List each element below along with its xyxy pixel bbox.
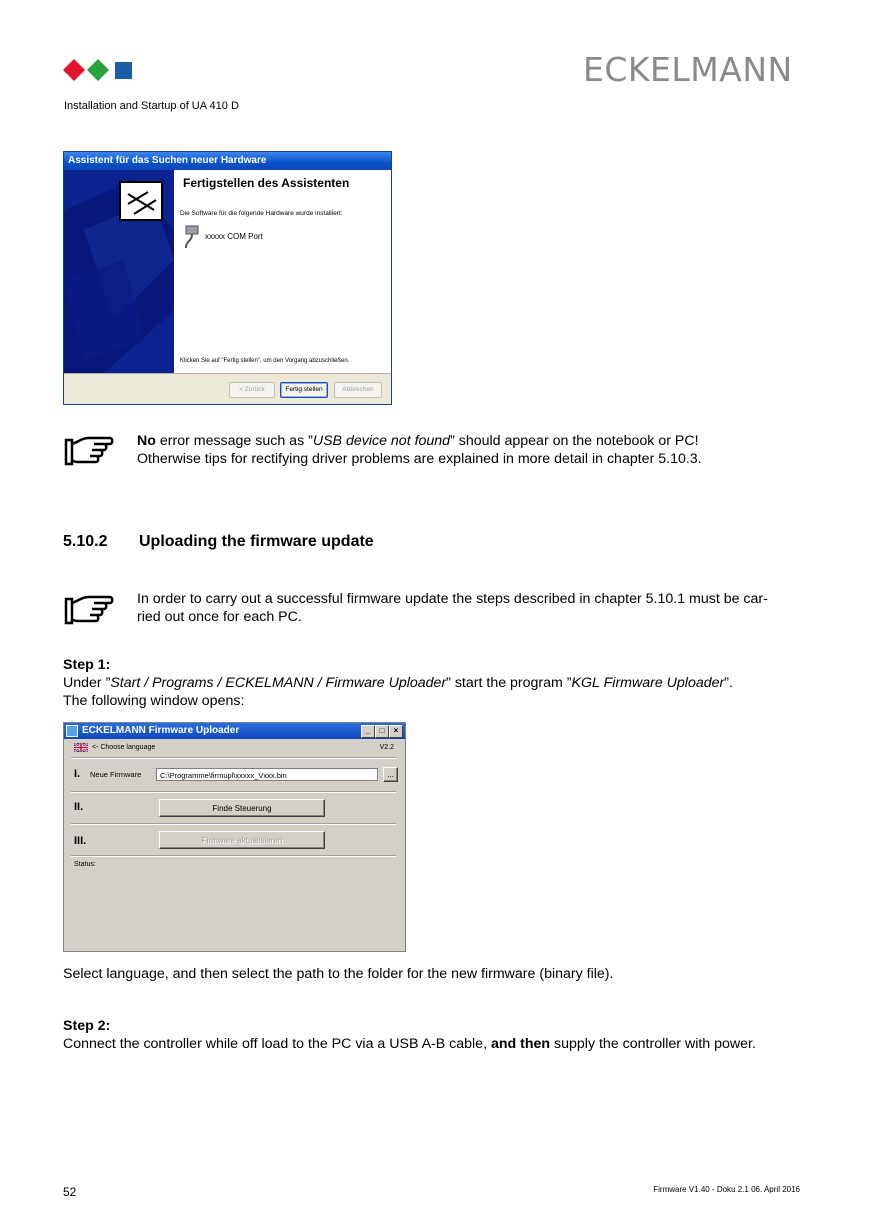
note-prerequisite bbox=[137, 590, 817, 626]
page-number: 52 bbox=[63, 1185, 77, 1199]
logo-green-diamond bbox=[87, 59, 109, 81]
hardware-wizard-screenshot bbox=[63, 151, 392, 405]
section-heading bbox=[63, 533, 374, 551]
wizard-finish-hint: Klicken Sie auf "Fertig stellen", um den Vorgang abzuschließen. bbox=[180, 358, 350, 364]
section-number: 5.10.2 bbox=[63, 533, 108, 550]
step2-heading: Step 2: bbox=[63, 1018, 111, 1034]
com-port-icon bbox=[182, 224, 202, 250]
logo-blue-square bbox=[115, 62, 132, 79]
logo-red-diamond bbox=[63, 59, 85, 81]
step2-post: supply the controller with power. bbox=[550, 1036, 756, 1052]
version-label: V2.2 bbox=[379, 744, 394, 751]
section-title: Uploading the firmware update bbox=[139, 533, 374, 550]
wizard-content bbox=[174, 170, 391, 373]
note-text-a: error message such as ” bbox=[155, 433, 313, 449]
step1-line1 bbox=[63, 674, 823, 692]
step1-mid: ” start the program ” bbox=[446, 675, 572, 691]
step1-program: KGL Firmware Uploader bbox=[571, 675, 725, 691]
step-i-label: I. bbox=[74, 768, 81, 780]
separator bbox=[71, 757, 396, 759]
select-language-instruction: Select language, and then select the path to the folder for the new firmware (binary file). bbox=[63, 966, 614, 982]
status-label: Status: bbox=[74, 861, 96, 868]
wizard-device-name: xxxxx COM Port bbox=[205, 232, 263, 241]
uploader-titlebar bbox=[64, 723, 405, 739]
step1-line2: The following window opens: bbox=[63, 693, 245, 709]
browse-button[interactable]: ... bbox=[383, 767, 398, 782]
separator bbox=[71, 823, 396, 825]
back-button[interactable]: < Zurück bbox=[229, 382, 275, 398]
wizard-footer bbox=[64, 373, 391, 405]
wizard-banner-graphic bbox=[64, 170, 174, 373]
step2-bold: and then bbox=[490, 1036, 551, 1052]
note-no-error-line2: Otherwise tips for rectifying driver problems are explained in more detail in chapter 5.10.3. bbox=[137, 451, 702, 467]
eckelmann-logo bbox=[63, 57, 135, 83]
finish-button[interactable]: Fertig stellen bbox=[280, 382, 328, 398]
uk-flag-icon[interactable] bbox=[74, 743, 88, 752]
step1-pre: Under ” bbox=[63, 675, 111, 691]
note-prerequisite-line1: In order to carry out a successful firmware update the steps described in chapter 5.10.1 must be car- bbox=[137, 591, 768, 607]
firmware-uploader-window bbox=[63, 722, 406, 952]
close-button[interactable]: × bbox=[389, 725, 403, 738]
wizard-side-banner bbox=[64, 170, 174, 373]
note-bold-no: No bbox=[137, 433, 156, 449]
choose-language-label: <- Choose language bbox=[92, 744, 156, 751]
note-prerequisite-line2: ried out once for each PC. bbox=[137, 609, 302, 625]
cancel-button[interactable]: Abbrechen bbox=[334, 382, 382, 398]
update-firmware-button[interactable]: Firmware aktualisieren bbox=[159, 831, 325, 849]
step-ii-label: II. bbox=[74, 801, 84, 813]
note-no-error-line1 bbox=[137, 432, 817, 450]
step1-block bbox=[63, 656, 823, 710]
app-icon bbox=[66, 725, 78, 737]
step1-path: Start / Programs / ECKELMANN / Firmware Uploader bbox=[110, 675, 447, 691]
find-controller-button[interactable]: Finde Steuerung bbox=[159, 799, 325, 817]
document-subtitle: Installation and Startup of UA 410 D bbox=[64, 100, 239, 112]
step2-line1 bbox=[63, 1035, 843, 1053]
step1-post: ”. bbox=[724, 675, 733, 691]
note-no-error bbox=[137, 432, 817, 468]
uploader-title: ECKELMANN Firmware Uploader bbox=[82, 725, 240, 736]
minimize-button[interactable]: _ bbox=[361, 725, 375, 738]
maximize-button[interactable]: □ bbox=[375, 725, 389, 738]
step-iii-label: III. bbox=[74, 835, 87, 847]
separator bbox=[71, 855, 396, 857]
firmware-path-input[interactable]: C:\Programme\firmupl\xxxxx_Vxxx.bin bbox=[156, 768, 378, 781]
note-italic-msg: USB device not found bbox=[312, 433, 451, 449]
footer-info: Firmware V1.40 - Doku 2.1 06. April 2016 bbox=[653, 1185, 800, 1194]
pointing-hand-icon-2 bbox=[64, 593, 114, 627]
pointing-hand-icon bbox=[64, 434, 114, 468]
separator bbox=[71, 791, 396, 793]
note-text-b: ” should appear on the notebook or PC! bbox=[450, 433, 699, 449]
brand-name: ECKELMANN bbox=[583, 50, 793, 89]
step2-block bbox=[63, 1017, 843, 1053]
wizard-titlebar: Assistent für das Suchen neuer Hardware bbox=[64, 152, 391, 170]
step2-pre: Connect the controller while off load to the PC via a USB A-B cable, bbox=[63, 1036, 491, 1052]
wizard-heading: Fertigstellen des Assistenten bbox=[183, 176, 350, 190]
step1-heading: Step 1: bbox=[63, 657, 111, 673]
wizard-installed-text: Die Software für die folgende Hardware wurde installiert: bbox=[180, 210, 343, 217]
firmware-label: Neue Firmware bbox=[90, 770, 142, 779]
